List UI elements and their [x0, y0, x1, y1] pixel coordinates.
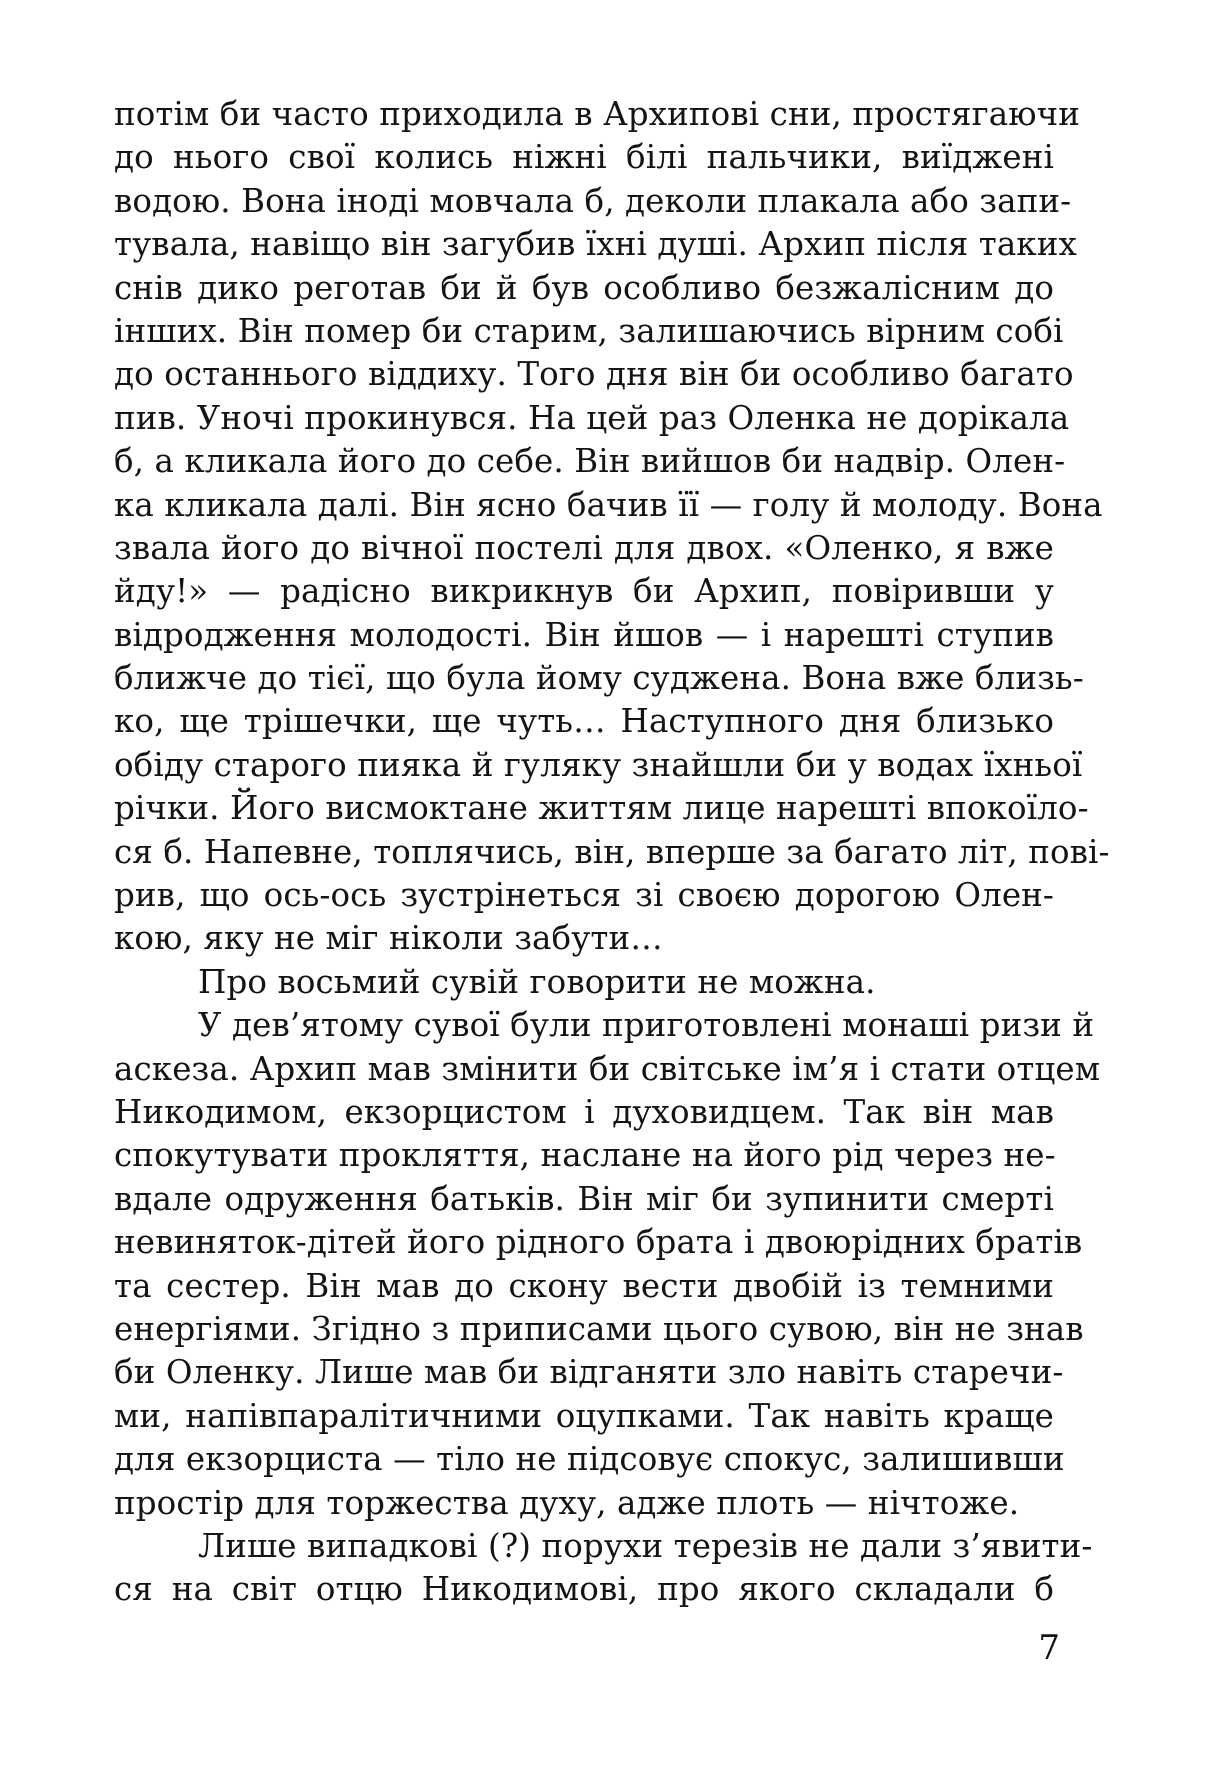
- page-number: 7: [1038, 1628, 1060, 1668]
- text-line: тувала, навіщо він загубив їхні душі. Архип після таких: [114, 225, 1077, 264]
- text-line: невиняток-дітей його рідного брата і двоюрідних братів: [114, 1223, 1083, 1262]
- text-line: до нього свої колись ніжні білі пальчики, виїджені: [114, 138, 1054, 177]
- text-line: снів дико реготав би й був особливо безжалісним до: [114, 268, 1054, 307]
- text-line: потім би часто приходила в Архипові сни, простягаючи: [114, 95, 1080, 133]
- text-line: ми, напівпаралітичними оцупками. Так навіть краще: [114, 1396, 1054, 1435]
- text-line: ся б. Напевне, топлячись, він, вперше за багато літ, пові-: [114, 832, 1110, 871]
- text-line: обіду старого пияка й гуляку знайшли би у водах їхньої: [114, 745, 1083, 784]
- text-line: інших. Він помер би старим, залишаючись вірним собі: [114, 311, 1064, 350]
- text-line: відродження молодості. Він йшов — і нарешті ступив: [114, 615, 1054, 654]
- text-line: би Оленку. Лише мав би відганяти зло навіть старечи-: [114, 1353, 1064, 1392]
- text-line: для екзорциста — тіло не підсовує спокус, залишивши: [114, 1440, 1065, 1479]
- text-line: У дев’ятому сувої були приготовлені монаші ризи й: [198, 1006, 1095, 1045]
- text-line: йду!» — радісно викрикнув би Архип, повіривши у: [114, 572, 1054, 611]
- text-line: ся на світ отцю Никодимові, про якого складали б: [114, 1570, 1054, 1609]
- body-text: [114, 93, 1110, 1612]
- text-line: аскеза. Архип мав змінити би світське ім’я і стати отцем: [114, 1049, 1101, 1088]
- text-line: Лише випадкові (?) порухи терезів не дали з’явити-: [198, 1526, 1093, 1565]
- text-line: ближче до тієї, що була йому суджена. Вона вже близь-: [114, 659, 1084, 698]
- text-line: ка кликала далі. Він ясно бачив її — голу й молоду. Вона: [114, 485, 1103, 524]
- text-line: кою, яку не міг ніколи забути…: [114, 919, 663, 958]
- text-line: пив. Уночі прокинувся. На цей раз Оленка не дорікала: [114, 398, 1070, 437]
- text-line: вдале одруження батьків. Він міг би зупинити смерті: [114, 1179, 1054, 1218]
- text-line: Про восьмий сувій говорити не можна.: [198, 962, 876, 1001]
- text-line: Никодимом, екзорцистом і духовидцем. Так він мав: [114, 1092, 1054, 1131]
- text-line: рив, що ось-ось зустрінеться зі своєю дорогою Олен-: [114, 876, 1054, 915]
- text-line: та сестер. Він мав до скону вести двобій із темними: [114, 1266, 1054, 1305]
- text-line: б, а кликала його до себе. Він вийшов би надвір. Олен-: [114, 442, 1066, 481]
- text-line: водою. Вона іноді мовчала б, деколи плакала або запи-: [114, 181, 1072, 220]
- text-line: енергіями. Згідно з приписами цього сувою, він не знав: [114, 1309, 1084, 1348]
- text-line: до останнього віддиху. Того дня він би особливо багато: [114, 355, 1074, 394]
- text-line: звала його до вічної постелі для двох. «Оленко, я вже: [114, 528, 1054, 567]
- text-line: спокутувати прокляття, наслане на його рід через не-: [114, 1136, 1056, 1175]
- text-line: ко, ще трішечки, ще чуть… Наступного дня близько: [114, 702, 1054, 741]
- text-line: річки. Його висмоктане життям лице нарешті впокоїло-: [114, 789, 1089, 828]
- text-line: простір для торжества духу, адже плоть — нічтоже.: [114, 1483, 1020, 1522]
